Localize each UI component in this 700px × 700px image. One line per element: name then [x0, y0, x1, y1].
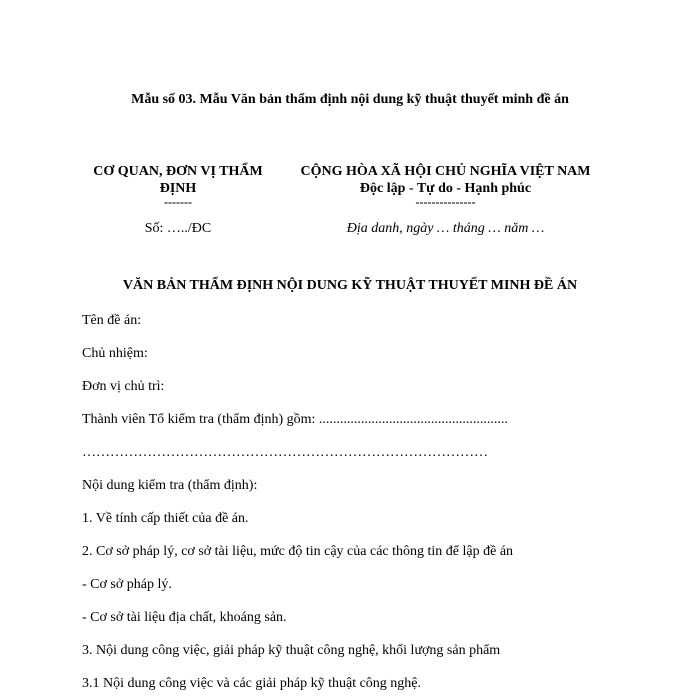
agency-block	[78, 163, 278, 207]
list-item: - Cơ sở tài liệu địa chất, khoáng sản.	[82, 610, 287, 625]
document-number: Số: …../ĐC	[144, 221, 212, 236]
list-item: 2. Cơ sở pháp lý, cơ sở tài liệu, mức độ tin cậy của các thông tin để lập đề án	[82, 544, 514, 559]
field-host-unit: Đơn vị chủ trì:	[82, 379, 165, 394]
agency-name-line1: CƠ QUAN, ĐƠN VỊ THẨM	[93, 164, 263, 179]
document-title: VĂN BẢN THẨM ĐỊNH NỘI DUNG KỸ THUẬT THUYẾT MINH ĐỀ ÁN	[122, 278, 578, 293]
form-title: Mẫu số 03. Mẫu Văn bản thẩm định nội dung kỹ thuật thuyết minh đề án	[131, 92, 569, 107]
national-motto: Độc lập - Tự do - Hạnh phúc	[359, 181, 532, 196]
field-project-name: Tên đề án:	[82, 313, 142, 328]
field-content-heading: Nội dung kiểm tra (thẩm định):	[82, 478, 258, 493]
field-dotted-line: ……………………………………………………………………………	[82, 445, 488, 460]
list-item: 3.1 Nội dung công việc và các giải pháp kỹ thuật công nghệ.	[82, 676, 422, 691]
list-item: - Cơ sở pháp lý.	[82, 577, 172, 592]
national-underline: ---------------	[415, 195, 476, 209]
agency-name-line2: ĐỊNH	[159, 181, 197, 196]
national-header-block	[283, 163, 608, 207]
field-leader: Chủ nhiệm:	[82, 346, 148, 361]
national-title: CỘNG HÒA XÃ HỘI CHỦ NGHĨA VIỆT NAM	[300, 164, 591, 179]
list-item: 1. Về tính cấp thiết của đề án.	[82, 511, 249, 526]
field-members: Thành viên Tổ kiểm tra (thẩm định) gồm: ......................................................	[82, 412, 508, 427]
place-date: Địa danh, ngày … tháng … năm …	[346, 221, 545, 236]
agency-underline: -------	[164, 195, 192, 209]
list-item: 3. Nội dung công việc, giải pháp kỹ thuật công nghệ, khối lượng sản phẩm	[82, 643, 501, 658]
